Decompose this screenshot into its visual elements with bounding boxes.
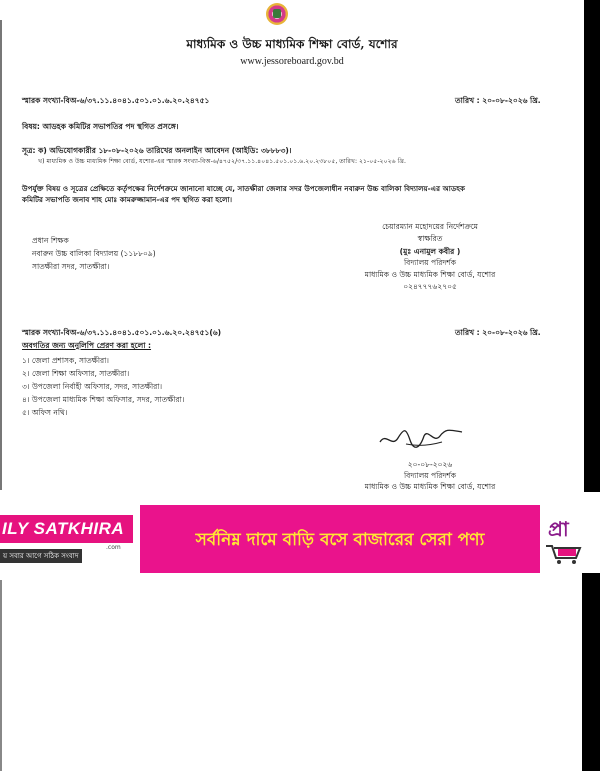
reference-a: সূত্র: ক) অভিযোগকারীর ১৮-০৮-২০২৬ তারিখের অনলাইন আবেদন (আইডি: ৩৮৮৮৩)। xyxy=(22,146,292,155)
signatory-designation: বিদ্যালয় পরিদর্শক xyxy=(404,258,456,267)
blank-area xyxy=(0,573,582,771)
signatory-board: মাধ্যমিক ও উচ্চ মাধ্যমিক শিক্ষা বোর্ড, যশোর xyxy=(364,270,496,279)
copy-board: মাধ্যমিক ও উচ্চ মাধ্যমিক শিক্ষা বোর্ড, যশোর xyxy=(364,482,496,491)
copy-memo-date: তারিখ : ২০-০৮-২০২৬ খ্রি. xyxy=(455,328,541,337)
recipient-title: প্রধান শিক্ষক xyxy=(32,236,69,245)
copy-heading: অবগতির জন্য অনুলিপি প্রেরণ করা হলো : xyxy=(22,341,152,350)
memo-date: তারিখ : ২০-০৮-২০২৬ খ্রি. xyxy=(455,96,541,105)
signatory-signed: স্বাক্ষরিত xyxy=(417,234,443,243)
board-name: মাধ্যমিক ও উচ্চ মাধ্যমিক শিক্ষা বোর্ড, যশোর xyxy=(186,37,398,51)
brand-block[interactable] xyxy=(0,505,140,573)
brand-suffix: .com xyxy=(106,544,121,551)
signatory-instruction: চেয়ারম্যান মহোদয়ের নির্দেশক্রমে xyxy=(382,222,478,231)
copy-item: ১। জেলা প্রশাসক, সাতক্ষীরা। xyxy=(22,356,109,365)
memo-number: স্মারক সংখ্যা-বিঅ-৬/৩৭.১১.৪০৪১.৫০১.০১.৬.২০.২৪৭৫১ xyxy=(22,96,210,105)
ad-banner[interactable] xyxy=(0,505,600,573)
ad-text: সর্বনিম্ন দামে বাড়ি বসে বাজারের সেরা পণ্য xyxy=(195,530,485,550)
board-website[interactable]: www.jessoreboard.gov.bd xyxy=(240,56,344,67)
board-seal-icon xyxy=(266,3,288,25)
copy-item: ৫। অফিস নথি। xyxy=(22,408,68,417)
right-border-bottom xyxy=(582,573,600,771)
left-border xyxy=(0,20,2,490)
copy-designation: বিদ্যালয় পরিদর্শক xyxy=(404,471,456,480)
shop-logo-text: প্রা xyxy=(548,517,569,541)
brand-logo[interactable]: ILY SATKHIRA xyxy=(0,515,133,543)
subject-line: বিষয়: আডহক কমিটির সভাপতির পদ স্থগিত প্রসঙ্গে। xyxy=(22,122,179,131)
ad-block[interactable] xyxy=(140,505,540,573)
left-border-bottom xyxy=(0,580,2,771)
signatory-name: (মুঃ এনামুল কবীর ) xyxy=(399,247,461,256)
reference-b: খ) মাধ্যমিক ও উচ্চ মাধ্যমিক শিক্ষা বোর্ড, যশোর-এর স্মারক সংখ্যা-বিঅ-৬/৪৭৫২/৩৭.১১.৪০৪১.৫০১.০১.৬.২০.২৩৮০৫, তারিখ: ২১-০৫-২০২৬ খ্রি. xyxy=(38,158,406,165)
copy-sign-date: ২০-০৮-২০২৬ xyxy=(407,460,453,469)
shop-block[interactable] xyxy=(540,505,600,573)
body-line-2: কমিটির সভাপতি জনাব শাহ মোঃ কামরুজ্জামান-এর পদ স্থগিত করা হলো। xyxy=(22,195,233,204)
copy-memo-number: স্মারক সংখ্যা-বিঅ-৬/৩৭.১১.৪০৪১.৫০১.০১.৬.২০.২৪৭৫১(৬) xyxy=(22,328,222,337)
copy-item: ৪। উপজেলা মাধ্যমিক শিক্ষা অফিসার, সদর, সাতক্ষীরা। xyxy=(22,395,185,404)
handwritten-signature xyxy=(376,422,466,454)
recipient-school: নবারুন উচ্চ বালিকা বিদ্যালয় (১১৮৮০৯) xyxy=(32,249,156,258)
recipient-location: সাতক্ষীরা সদর, সাতক্ষীরা। xyxy=(32,262,110,271)
brand-tagline: য় সবার আগে সঠিক সংবাদ xyxy=(0,549,82,563)
body-line-1: উপর্যুক্ত বিষয় ও সূত্রের প্রেক্ষিতে কর্তৃপক্ষের নির্দেশক্রমে জানানো যাচ্ছে যে, সাতক্ষীরা জেলার সদর উপজেলাধীন নবারুন উচ্চ বালিকা বিদ্যালয়-এর আডহক xyxy=(22,184,466,193)
right-border xyxy=(584,0,600,492)
shopping-cart-icon xyxy=(544,543,588,565)
signatory-phone: ০২৪৭৭৭৬২৭০৫ xyxy=(403,282,457,291)
copy-item: ৩। উপজেলা নির্বাহী অফিসার, সদর, সাতক্ষীরা। xyxy=(22,382,163,391)
copy-item: ২। জেলা শিক্ষা অফিসার, সাতক্ষীরা। xyxy=(22,369,130,378)
